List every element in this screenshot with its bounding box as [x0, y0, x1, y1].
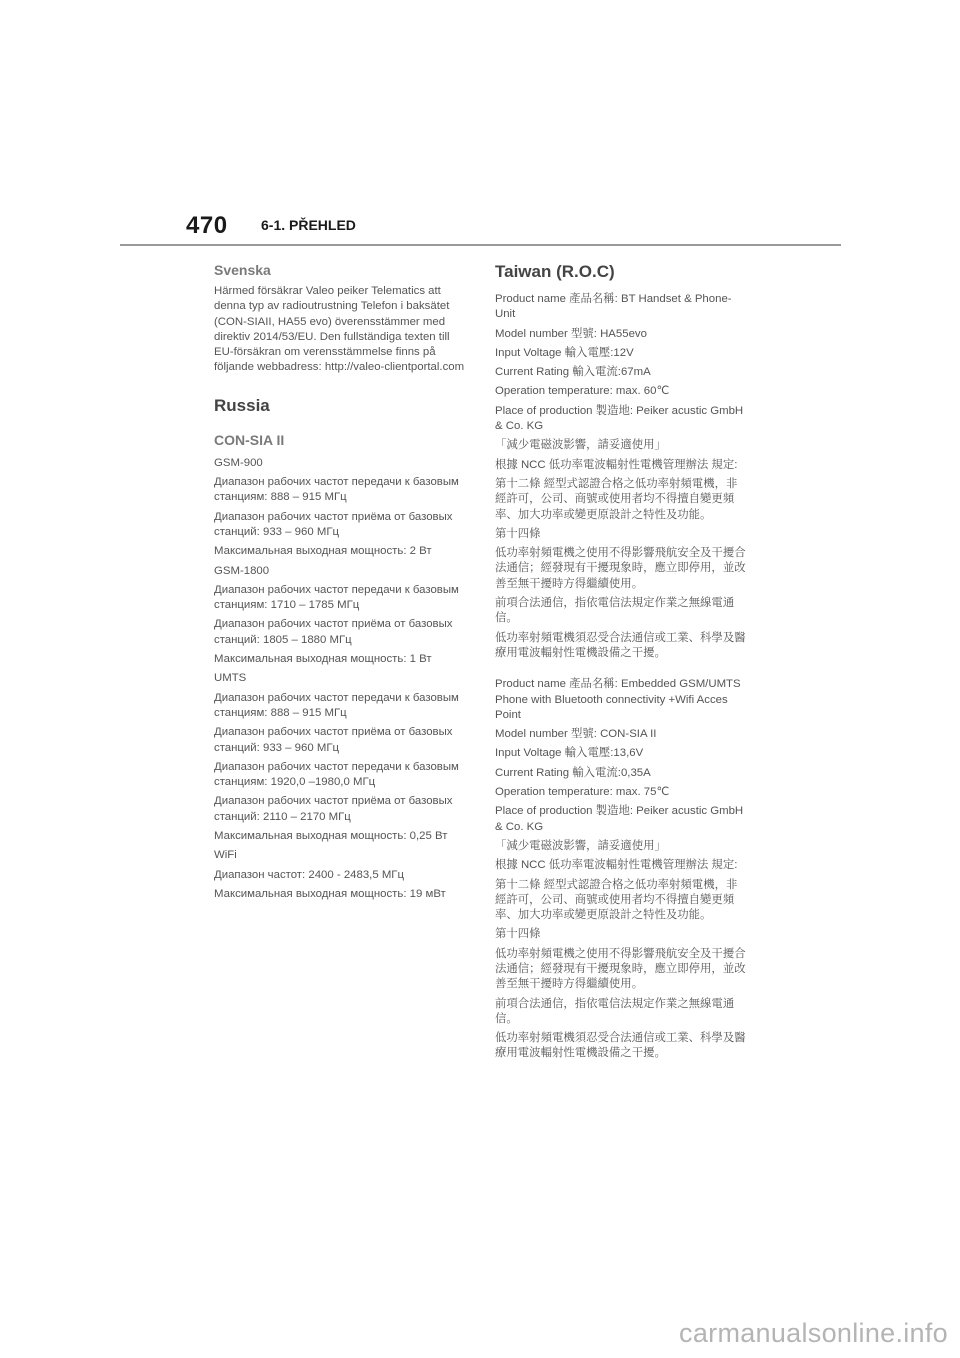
spec-paragraph: Диапазон рабочих частот передачи к базовым станциям: 1710 – 1785 МГц	[214, 583, 459, 612]
spacer	[495, 665, 747, 677]
spec-paragraph: Диапазон рабочих частот передачи к базовым станциям: 1920,0 –1980,0 МГц	[214, 760, 459, 789]
spec-paragraph: Current Rating 輸入電流:67mA	[495, 366, 651, 379]
spec-paragraph: 低功率射頻電機須忍受合法通信或工業、科學及醫療用電波輻射性電機設備之干擾。	[495, 631, 746, 659]
page-number: 470	[186, 212, 228, 239]
spec-paragraph: 根據 NCC 低功率電波輻射性電機管理辦法 規定:	[495, 859, 738, 872]
spec-paragraph: Product name 產品名稱: BT Handset & Phone-Unit	[495, 293, 732, 321]
russia-spec-list	[214, 456, 468, 902]
spec-paragraph: Place of production 製造地: Peiker acustic GmbH & Co. KG	[495, 404, 744, 433]
spec-paragraph: Диапазон рабочих частот приёма от базовых станций: 933 – 960 МГц	[214, 510, 453, 538]
svenska-heading: Svenska	[214, 262, 271, 278]
spec-paragraph: Диапазон рабочих частот передачи к базовым станциям: 888 – 915 МГц	[214, 691, 459, 719]
spec-paragraph: Model number 型號: HA55evo	[495, 327, 647, 340]
spec-paragraph: Operation temperature: max. 60℃	[495, 385, 670, 398]
taiwan-heading: Taiwan (R.O.C)	[495, 262, 615, 281]
svenska-declaration: Härmed försäkrar Valeo peiker Telematics att denna typ av radioutrustning Telefon i baksätet (CON-SIAII, HA55 evo) överensstämmer med direktiv 2014/53/EU. Den fullständiga texten till EU-försäkran om verensstämmelse finns på följande webbadress: http://valeo-clientportal.com	[214, 285, 465, 374]
spec-paragraph: Максимальная выходная мощность: 19 мВт	[214, 887, 446, 900]
spacer	[214, 380, 468, 396]
spec-paragraph: 「減少電磁波影響，請妥適使用」	[495, 439, 666, 452]
spec-paragraph: GSM-1800	[214, 564, 270, 577]
spec-paragraph: 「減少電磁波影響，請妥適使用」	[495, 839, 666, 852]
spec-paragraph: Place of production 製造地: Peiker acustic GmbH & Co. KG	[495, 805, 744, 833]
spec-paragraph: UMTS	[214, 672, 247, 685]
spec-paragraph: 低功率射頻電機之使用不得影響飛航安全及干擾合法通信；經發現有干擾現象時，應立即停用，並改善至無干擾時方得繼續使用。	[495, 947, 746, 991]
taiwan-block-embedded-phone	[495, 677, 747, 1062]
spec-paragraph: Диапазон рабочих частот приёма от базовых станций: 1805 – 1880 МГц	[214, 618, 453, 646]
russia-heading: Russia	[214, 395, 270, 415]
section-title: 6-1. PŘEHLED	[261, 217, 356, 233]
spec-paragraph: 第十二條 經型式認證合格之低功率射頻電機，非經許可，公司、商號或使用者均不得擅自變更頻率、加大功率或變更原設計之特性及功能。	[495, 477, 738, 521]
consia-heading: CON-SIA II	[214, 431, 285, 448]
spec-paragraph: 根據 NCC 低功率電波輻射性電機管理辦法 規定:	[495, 458, 738, 471]
spec-paragraph: 第十四條	[495, 527, 541, 540]
spec-paragraph: 低功率射頻電機之使用不得影響飛航安全及干擾合法通信；經發現有干擾現象時，應立即停用，並改善至無干擾時方得繼續使用。	[495, 547, 746, 590]
left-column	[214, 262, 468, 906]
spec-paragraph: Диапазон частот: 2400 - 2483,5 МГц	[214, 868, 405, 881]
spec-paragraph: Input Voltage 輸入電壓:12V	[495, 346, 634, 359]
spec-paragraph: Product name 產品名稱: Embedded GSM/UMTS Phone with Bluetooth connectivity +Wifi Acces Point	[495, 678, 741, 721]
spec-paragraph: Диапазон рабочих частот передачи к базовым станциям: 888 – 915 МГц	[214, 476, 459, 504]
watermark: carmanualsonline.info	[679, 1318, 948, 1348]
spec-paragraph: 第十四條	[495, 928, 541, 941]
spec-paragraph: Максимальная выходная мощность: 0,25 Вт	[214, 830, 448, 843]
spec-paragraph: 第十二條 經型式認證合格之低功率射頻電機，非經許可，公司、商號或使用者均不得擅自變更頻率、加大功率或變更原設計之特性及功能。	[495, 878, 738, 922]
spec-paragraph: Operation temperature: max. 75℃	[495, 786, 670, 799]
spec-paragraph: Максимальная выходная мощность: 1 Вт	[214, 653, 432, 666]
spec-paragraph: 前項合法通信，指依電信法規定作業之無線電通信。	[495, 597, 735, 625]
spec-paragraph: Input Voltage 輸入電壓:13,6V	[495, 747, 644, 760]
taiwan-block-bt-handset	[495, 292, 747, 661]
spec-paragraph: Диапазон рабочих частот приёма от базовых станций: 2110 – 2170 МГц	[214, 795, 453, 823]
spec-paragraph: 前項合法通信，指依電信法規定作業之無線電通信。	[495, 997, 735, 1025]
spec-paragraph: Диапазон рабочих частот приёма от базовых станций: 933 – 960 МГц	[214, 726, 453, 754]
spec-paragraph: Current Rating 輸入電流:0,35A	[495, 766, 651, 779]
spec-paragraph: 低功率射頻電機須忍受合法通信或工業、科學及醫療用電波輻射性電機設備之干擾。	[495, 1032, 746, 1060]
header-divider	[120, 244, 841, 246]
right-column	[495, 262, 747, 1066]
page-header	[0, 0, 960, 250]
spec-paragraph: Максимальная выходная мощность: 2 Вт	[214, 545, 432, 558]
spec-paragraph: WiFi	[214, 849, 237, 862]
spec-paragraph: Model number 型號: CON-SIA II	[495, 728, 657, 741]
spec-paragraph: GSM-900	[214, 456, 263, 469]
